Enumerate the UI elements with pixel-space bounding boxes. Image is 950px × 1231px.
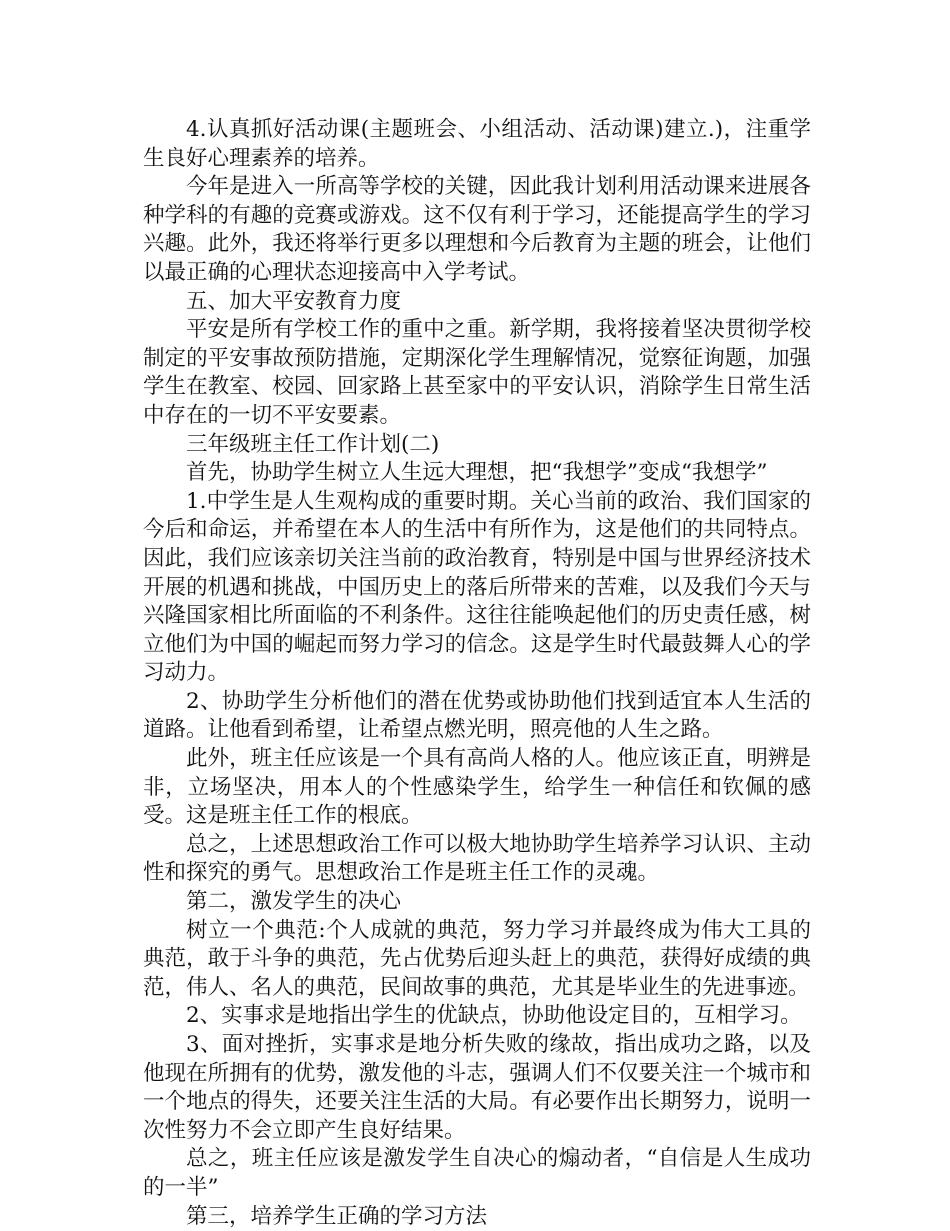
paragraph-summary-confidence: 总之，班主任应该是激发学生自决心的煽动者，“自信是人生成功的一半” [143, 1146, 811, 1200]
paragraph-first-ideals: 首先，协助学生树立人生远大理想，把“我想学”变成“我想学” [186, 460, 768, 486]
paragraph-safety: 平安是所有学校工作的重中之重。新学期，我将接着坚决贯彻学校制定的平安事故预防措施，定期深化学生理解情况，觉察征询题，加强学生在教室、校园、回家路上甚至家中的平安认识，消除学生日常生活中存在的一切不平安要素。 [143, 317, 811, 428]
heading-work-plan-two: 三年级班主任工作计划(二) [186, 431, 440, 457]
document-body [143, 116, 811, 1231]
paragraph-strengths-weaknesses: 2、实事求是地指出学生的优缺点，协助他设定目的，互相学习。 [186, 1003, 802, 1029]
paragraph-activity-class: 4.认真抓好活动课(主题班会、小组活动、活动课)建立.)，注重学生良好心理素养的培养。 [143, 117, 811, 171]
paragraph-setbacks: 3、面对挫折，实事求是地分析失败的缘故，指出成功之路，以及他现在所拥有的优势，激发他的斗志，强调人们不仅要关注一个城市和一个地点的得失，还要关注生活的大局。有必要作出长期努力，说明一次性努力不会立即产生良好结果。 [143, 1032, 811, 1143]
heading-second-determination: 第二，激发学生的决心 [186, 889, 402, 915]
paragraph-point-2: 2、协助学生分析他们的潜在优势或协助他们找到适宜本人生活的道路。让他看到希望，让希望点燃光明，照亮他的人生之路。 [143, 688, 811, 743]
paragraph-this-year: 今年是进入一所高等学校的关键，因此我计划利用活动课来进展各种学科的有趣的竞赛或游戏。这不仅有利于学习，还能提高学生的学习兴趣。此外，我还将举行更多以理想和今后教育为主题的班会，让他们以最正确的心理状态迎接高中入学考试。 [143, 174, 811, 285]
paragraph-summary-political: 总之，上述思想政治工作可以极大地协助学生培养学习认识、主动性和探究的勇气。思想政治工作是班主任工作的灵魂。 [143, 831, 811, 886]
paragraph-teacher-character: 此外，班主任应该是一个具有高尚人格的人。他应该正直，明辨是非，立场坚决，用本人的个性感染学生，给学生一种信任和钦佩的感受。这是班主任工作的根底。 [143, 746, 811, 829]
heading-safety-education: 五、加大平安教育力度 [186, 288, 402, 314]
paragraph-role-models: 树立一个典范:个人成就的典范，努力学习并最终成为伟大工具的典范，敢于斗争的典范，先占优势后迎头赶上的典范，获得好成绩的典范，伟人、名人的典范，民间故事的典范，尤其是毕业生的先进事迹。 [143, 917, 811, 1000]
heading-third-methods: 第三，培养学生正确的学习方法 [186, 1203, 488, 1229]
paragraph-point-1: 1.中学生是人生观构成的重要时期。关心当前的政治、我们国家的今后和命运，并希望在本人的生活中有所作为，这是他们的共同特点。因此，我们应该亲切关注当前的政治教育，特别是中国与世界经济技术开展的机遇和挑战，中国历史上的落后所带来的苦难，以及我们今天与兴隆国家相比所面临的不利条件。这往往能唤起他们的历史责任感，树立他们为中国的崛起而努力学习的信念。这是学生时代最鼓舞人心的学习动力。 [143, 488, 811, 686]
